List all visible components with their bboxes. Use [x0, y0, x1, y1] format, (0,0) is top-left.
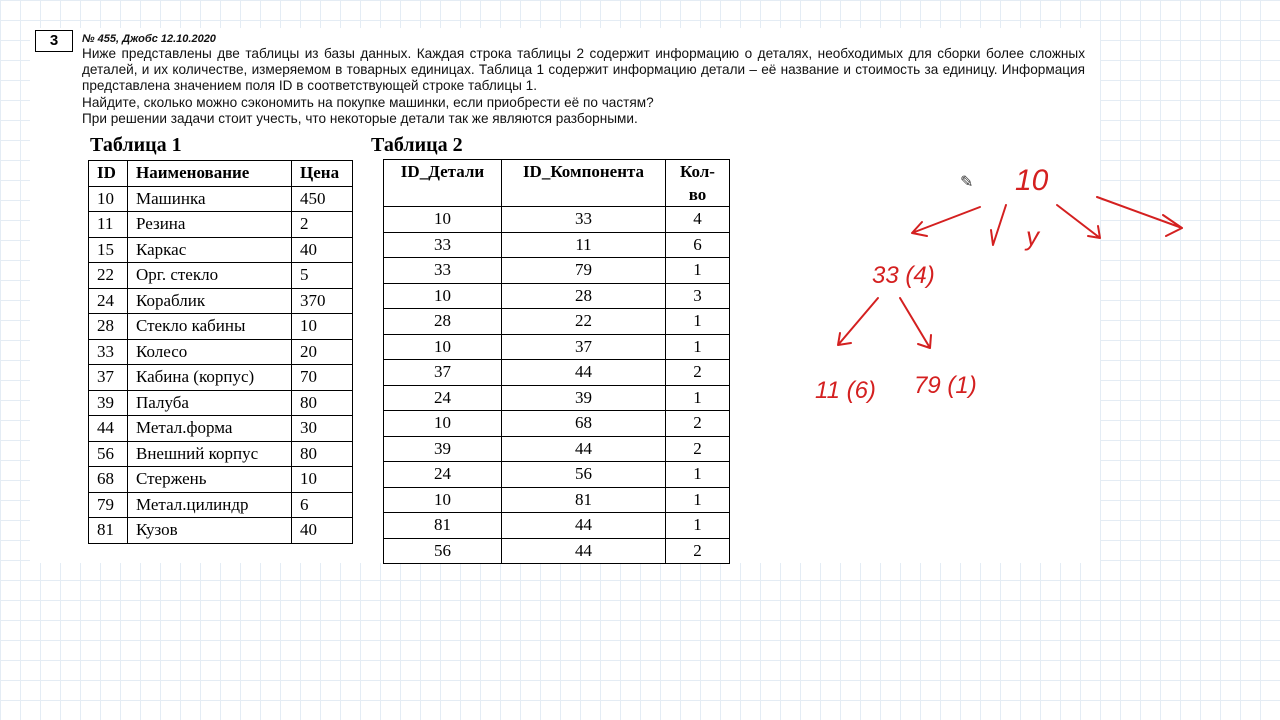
- table1-cell: Каркас: [128, 237, 292, 263]
- table1-header-name: Наименование: [128, 161, 292, 187]
- table1-cell: Кузов: [128, 518, 292, 544]
- annotation-branch-note: y: [1026, 221, 1039, 251]
- arrow-far-right: [1097, 197, 1182, 236]
- arrow-to-79: [900, 298, 931, 348]
- table2-cell: 56: [502, 462, 666, 488]
- table1-cell: Колесо: [128, 339, 292, 365]
- table1-cell: 56: [89, 441, 128, 467]
- table1-cell: 11: [89, 212, 128, 238]
- table2-cell: 1: [666, 309, 730, 335]
- table1-cell: 370: [292, 288, 353, 314]
- table2-cell: 2: [666, 436, 730, 462]
- table1-cell: 450: [292, 186, 353, 212]
- table2-cell: 1: [666, 258, 730, 284]
- table1-cell: 30: [292, 416, 353, 442]
- pencil-icon[interactable]: ✎: [960, 174, 974, 191]
- table2-cell: 6: [666, 232, 730, 258]
- table2-cell: 2: [666, 360, 730, 386]
- table1-cell: 24: [89, 288, 128, 314]
- table1-cell: Метал.форма: [128, 416, 292, 442]
- table1-cell: 68: [89, 467, 128, 493]
- table2-cell: 10: [384, 411, 502, 437]
- table1-header-price: Цена: [292, 161, 353, 187]
- table2-cell: 1: [666, 513, 730, 539]
- table1-cell: 20: [292, 339, 353, 365]
- annotation-leaf-79: 79 (1): [914, 372, 977, 399]
- table2-header-qty-line1: Кол-: [680, 162, 715, 181]
- table2-cell: 1: [666, 487, 730, 513]
- table2-cell: 4: [666, 207, 730, 233]
- table1-cell: Стекло кабины: [128, 314, 292, 340]
- table2-cell: 10: [384, 283, 502, 309]
- table1-cell: 44: [89, 416, 128, 442]
- table2-title: Таблица 2: [371, 134, 463, 156]
- table2-cell: 28: [502, 283, 666, 309]
- table2-cell: 28: [384, 309, 502, 335]
- table2-cell: 10: [384, 334, 502, 360]
- table2-cell: 33: [384, 258, 502, 284]
- arrow-left: [912, 207, 980, 236]
- problem-hint: При решении задачи стоит учесть, что некоторые детали так же являются разборными.: [82, 110, 638, 126]
- table2-cell: 33: [384, 232, 502, 258]
- table2-cell: 24: [384, 462, 502, 488]
- table1-cell: 10: [89, 186, 128, 212]
- table2-cell: 1: [666, 462, 730, 488]
- table2-cell: 1: [666, 334, 730, 360]
- table1-cell: 39: [89, 390, 128, 416]
- table1-cell: Стержень: [128, 467, 292, 493]
- table1-cell: Кабина (корпус): [128, 365, 292, 391]
- table1-cell: Метал.цилиндр: [128, 492, 292, 518]
- table1-cell: 80: [292, 390, 353, 416]
- table1-title: Таблица 1: [90, 134, 182, 156]
- table1-cell: Палуба: [128, 390, 292, 416]
- table2-cell: 3: [666, 283, 730, 309]
- table2-header-qty-line2: во: [688, 185, 707, 204]
- table1-cell: 15: [89, 237, 128, 263]
- table1-cell: 22: [89, 263, 128, 289]
- arrow-to-11: [838, 298, 878, 345]
- table1-cell: 10: [292, 314, 353, 340]
- table2-cell: 10: [384, 487, 502, 513]
- table1-cell: Машинка: [128, 186, 292, 212]
- table2-cell: 81: [502, 487, 666, 513]
- table1-cell: 79: [89, 492, 128, 518]
- table2-cell: 10: [384, 207, 502, 233]
- table2-header-component: ID_Компонента: [502, 160, 666, 207]
- table1-cell: Внешний корпус: [128, 441, 292, 467]
- table2-cell: 68: [502, 411, 666, 437]
- table2-cell: 1: [666, 385, 730, 411]
- table1-cell: 6: [292, 492, 353, 518]
- table2-cell: 44: [502, 513, 666, 539]
- arrow-right: [1057, 205, 1100, 238]
- table1-cell: Резина: [128, 212, 292, 238]
- table2-header-detail: ID_Детали: [384, 160, 502, 207]
- table1-cell: 40: [292, 518, 353, 544]
- annotation-root: 10: [1015, 164, 1049, 197]
- table1-cell: 2: [292, 212, 353, 238]
- table2-cell: 39: [502, 385, 666, 411]
- problem-paragraph: Ниже представлены две таблицы из базы данных. Каждая строка таблицы 2 содержит информацию о деталях, необходимых для сборки более сложных деталей, и их количестве, измеряемом в товарных единицах. Таблица 1 содержит информацию детали – её название и стоимость за единицу. Информация представлена значением поля ID в соответствующей строке таблицы 1.: [82, 46, 1085, 94]
- table2-cell: 37: [384, 360, 502, 386]
- table1-cell: 80: [292, 441, 353, 467]
- table2-cell: 11: [502, 232, 666, 258]
- arrow-down-left: [991, 205, 1006, 245]
- table1-cell: 5: [292, 263, 353, 289]
- task-source: № 455, Джобс 12.10.2020: [82, 33, 216, 45]
- table1-cell: 37: [89, 365, 128, 391]
- annotation-node-33: 33 (4): [872, 262, 935, 289]
- task-number: 3: [35, 30, 73, 52]
- table2-cell: 81: [384, 513, 502, 539]
- table2-cell: 22: [502, 309, 666, 335]
- table1-cell: Орг. стекло: [128, 263, 292, 289]
- table2-cell: 33: [502, 207, 666, 233]
- table1-cell: 70: [292, 365, 353, 391]
- table2-cell: 39: [384, 436, 502, 462]
- table2-cell: 24: [384, 385, 502, 411]
- table2-cell: 2: [666, 411, 730, 437]
- table1-header-id: ID: [89, 161, 128, 187]
- table2-cell: 56: [384, 538, 502, 564]
- annotation-leaf-11: 11 (6): [815, 377, 876, 404]
- table1-cell: 81: [89, 518, 128, 544]
- table1-cell: 33: [89, 339, 128, 365]
- table2-cell: 44: [502, 360, 666, 386]
- table2-cell: 44: [502, 538, 666, 564]
- table1-cell: 28: [89, 314, 128, 340]
- table1-cell: Кораблик: [128, 288, 292, 314]
- table2-cell: 37: [502, 334, 666, 360]
- table2-cell: 2: [666, 538, 730, 564]
- problem-question: Найдите, сколько можно сэкономить на покупке машинки, если приобрести её по частям?: [82, 94, 654, 110]
- table2-cell: 79: [502, 258, 666, 284]
- table2-cell: 44: [502, 436, 666, 462]
- table1-cell: 40: [292, 237, 353, 263]
- table1-cell: 10: [292, 467, 353, 493]
